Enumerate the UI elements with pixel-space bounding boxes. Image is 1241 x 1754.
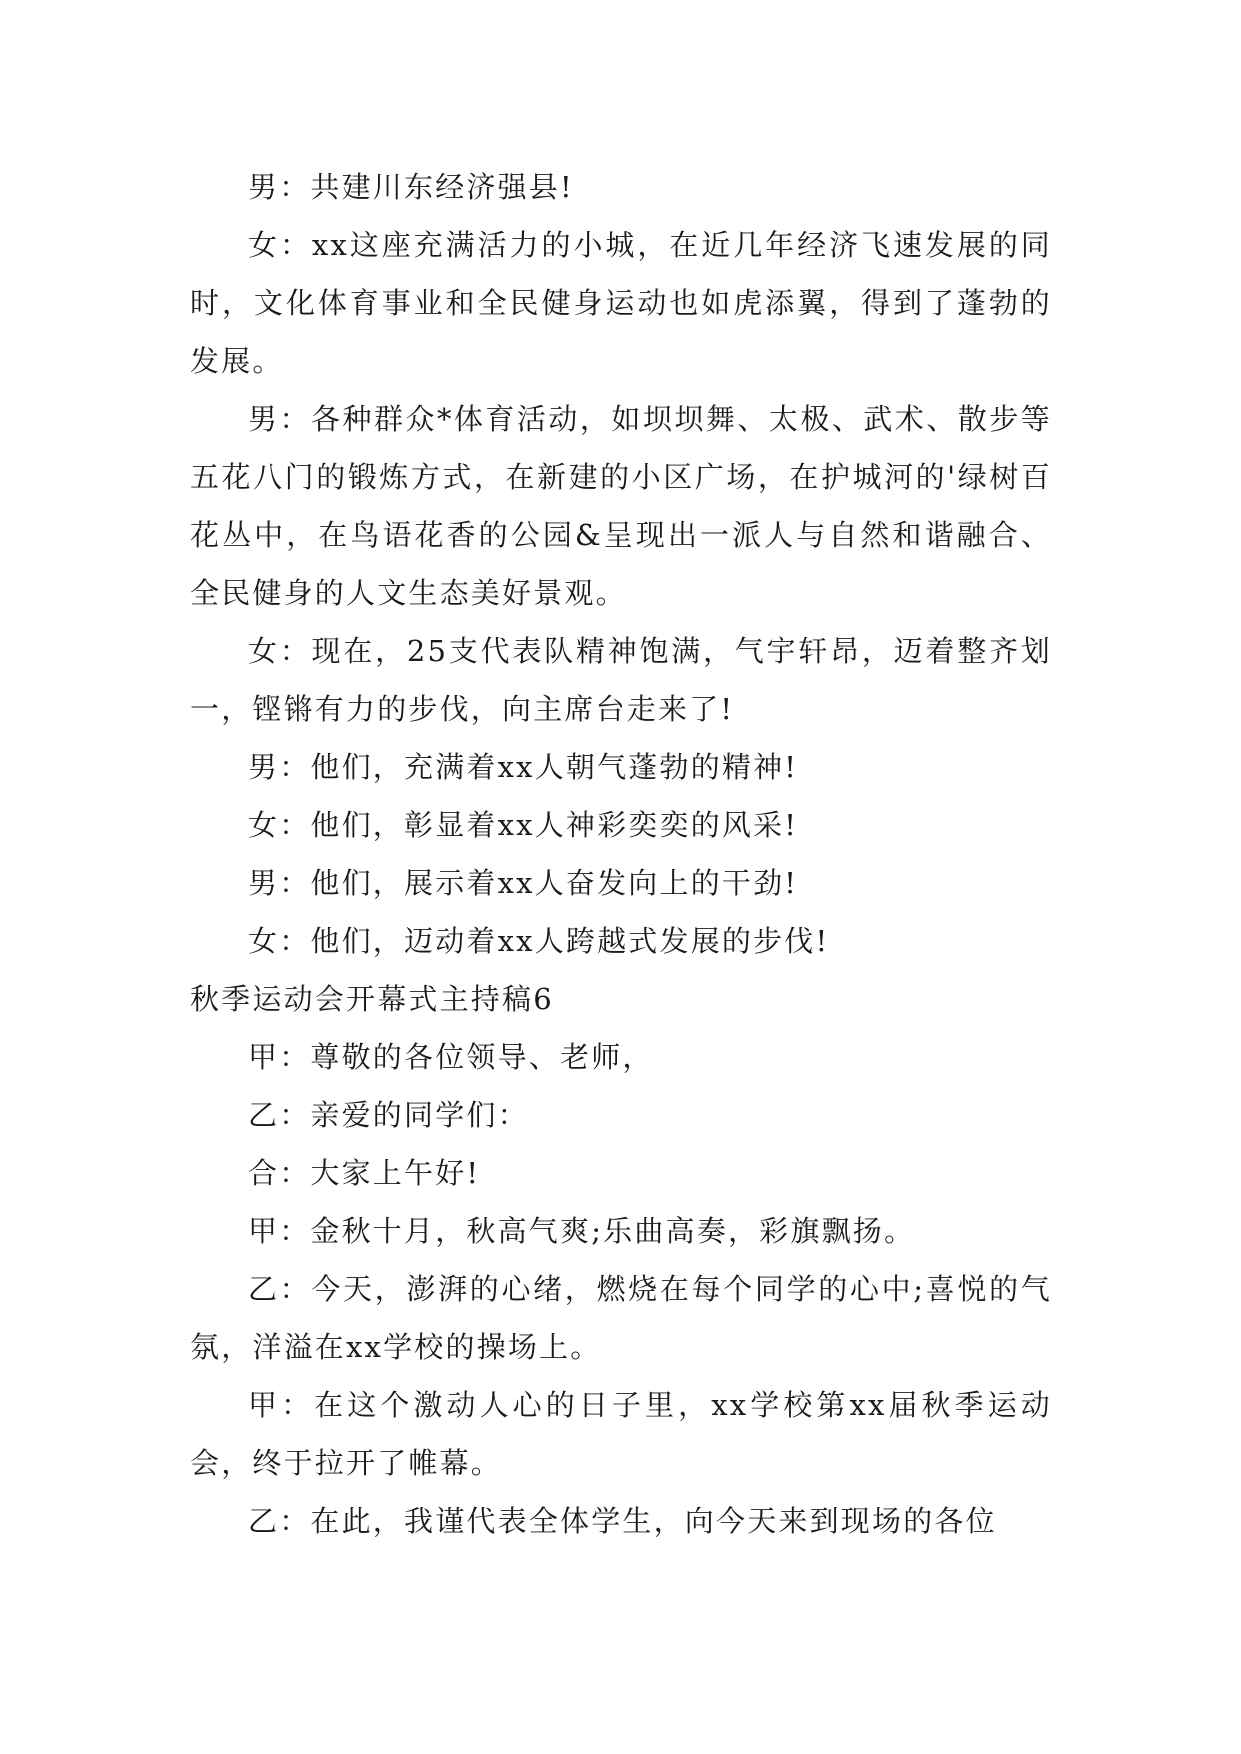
paragraph: 乙：今天，澎湃的心绪，燃烧在每个同学的心中;喜悦的气氛，洋溢在xx学校的操场上。	[190, 1272, 1052, 1364]
paragraph: 甲：金秋十月，秋高气爽;乐曲高奏，彩旗飘扬。	[248, 1214, 916, 1248]
paragraph: 乙：亲爱的同学们：	[248, 1098, 529, 1132]
paragraph: 女：xx这座充满活力的小城，在近几年经济飞速发展的同时，文化体育事业和全民健身运动也如虎添翼，得到了蓬勃的发展。	[190, 228, 1052, 378]
paragraph: 男：他们，展示着xx人奋发向上的干劲!	[248, 866, 799, 900]
section-heading: 秋季运动会开幕式主持稿6	[190, 982, 554, 1016]
paragraph: 女：他们，彰显着xx人神彩奕奕的风采!	[248, 808, 799, 842]
paragraph: 女：他们，迈动着xx人跨越式发展的步伐!	[248, 924, 830, 958]
paragraph: 男：共建川东经济强县!	[248, 170, 574, 204]
document-body	[190, 158, 1052, 1550]
paragraph: 甲：尊敬的各位领导、老师，	[248, 1040, 654, 1074]
paragraph: 甲：在这个激动人心的日子里，xx学校第xx届秋季运动会，终于拉开了帷幕。	[190, 1388, 1052, 1480]
paragraph: 女：现在，25支代表队精神饱满，气宇轩昂，迈着整齐划一，铿锵有力的步伐，向主席台走来了!	[190, 634, 1052, 726]
paragraph: 男：各种群众*体育活动，如坝坝舞、太极、武术、散步等五花八门的锻炼方式，在新建的小区广场，在护城河的'绿树百花丛中，在鸟语花香的公园&呈现出一派人与自然和谐融合、全民健身的人文生态美好景观。	[190, 402, 1052, 610]
paragraph: 合：大家上午好!	[248, 1156, 481, 1190]
paragraph: 乙：在此，我谨代表全体学生，向今天来到现场的各位	[248, 1504, 997, 1538]
paragraph: 男：他们，充满着xx人朝气蓬勃的精神!	[248, 750, 799, 784]
